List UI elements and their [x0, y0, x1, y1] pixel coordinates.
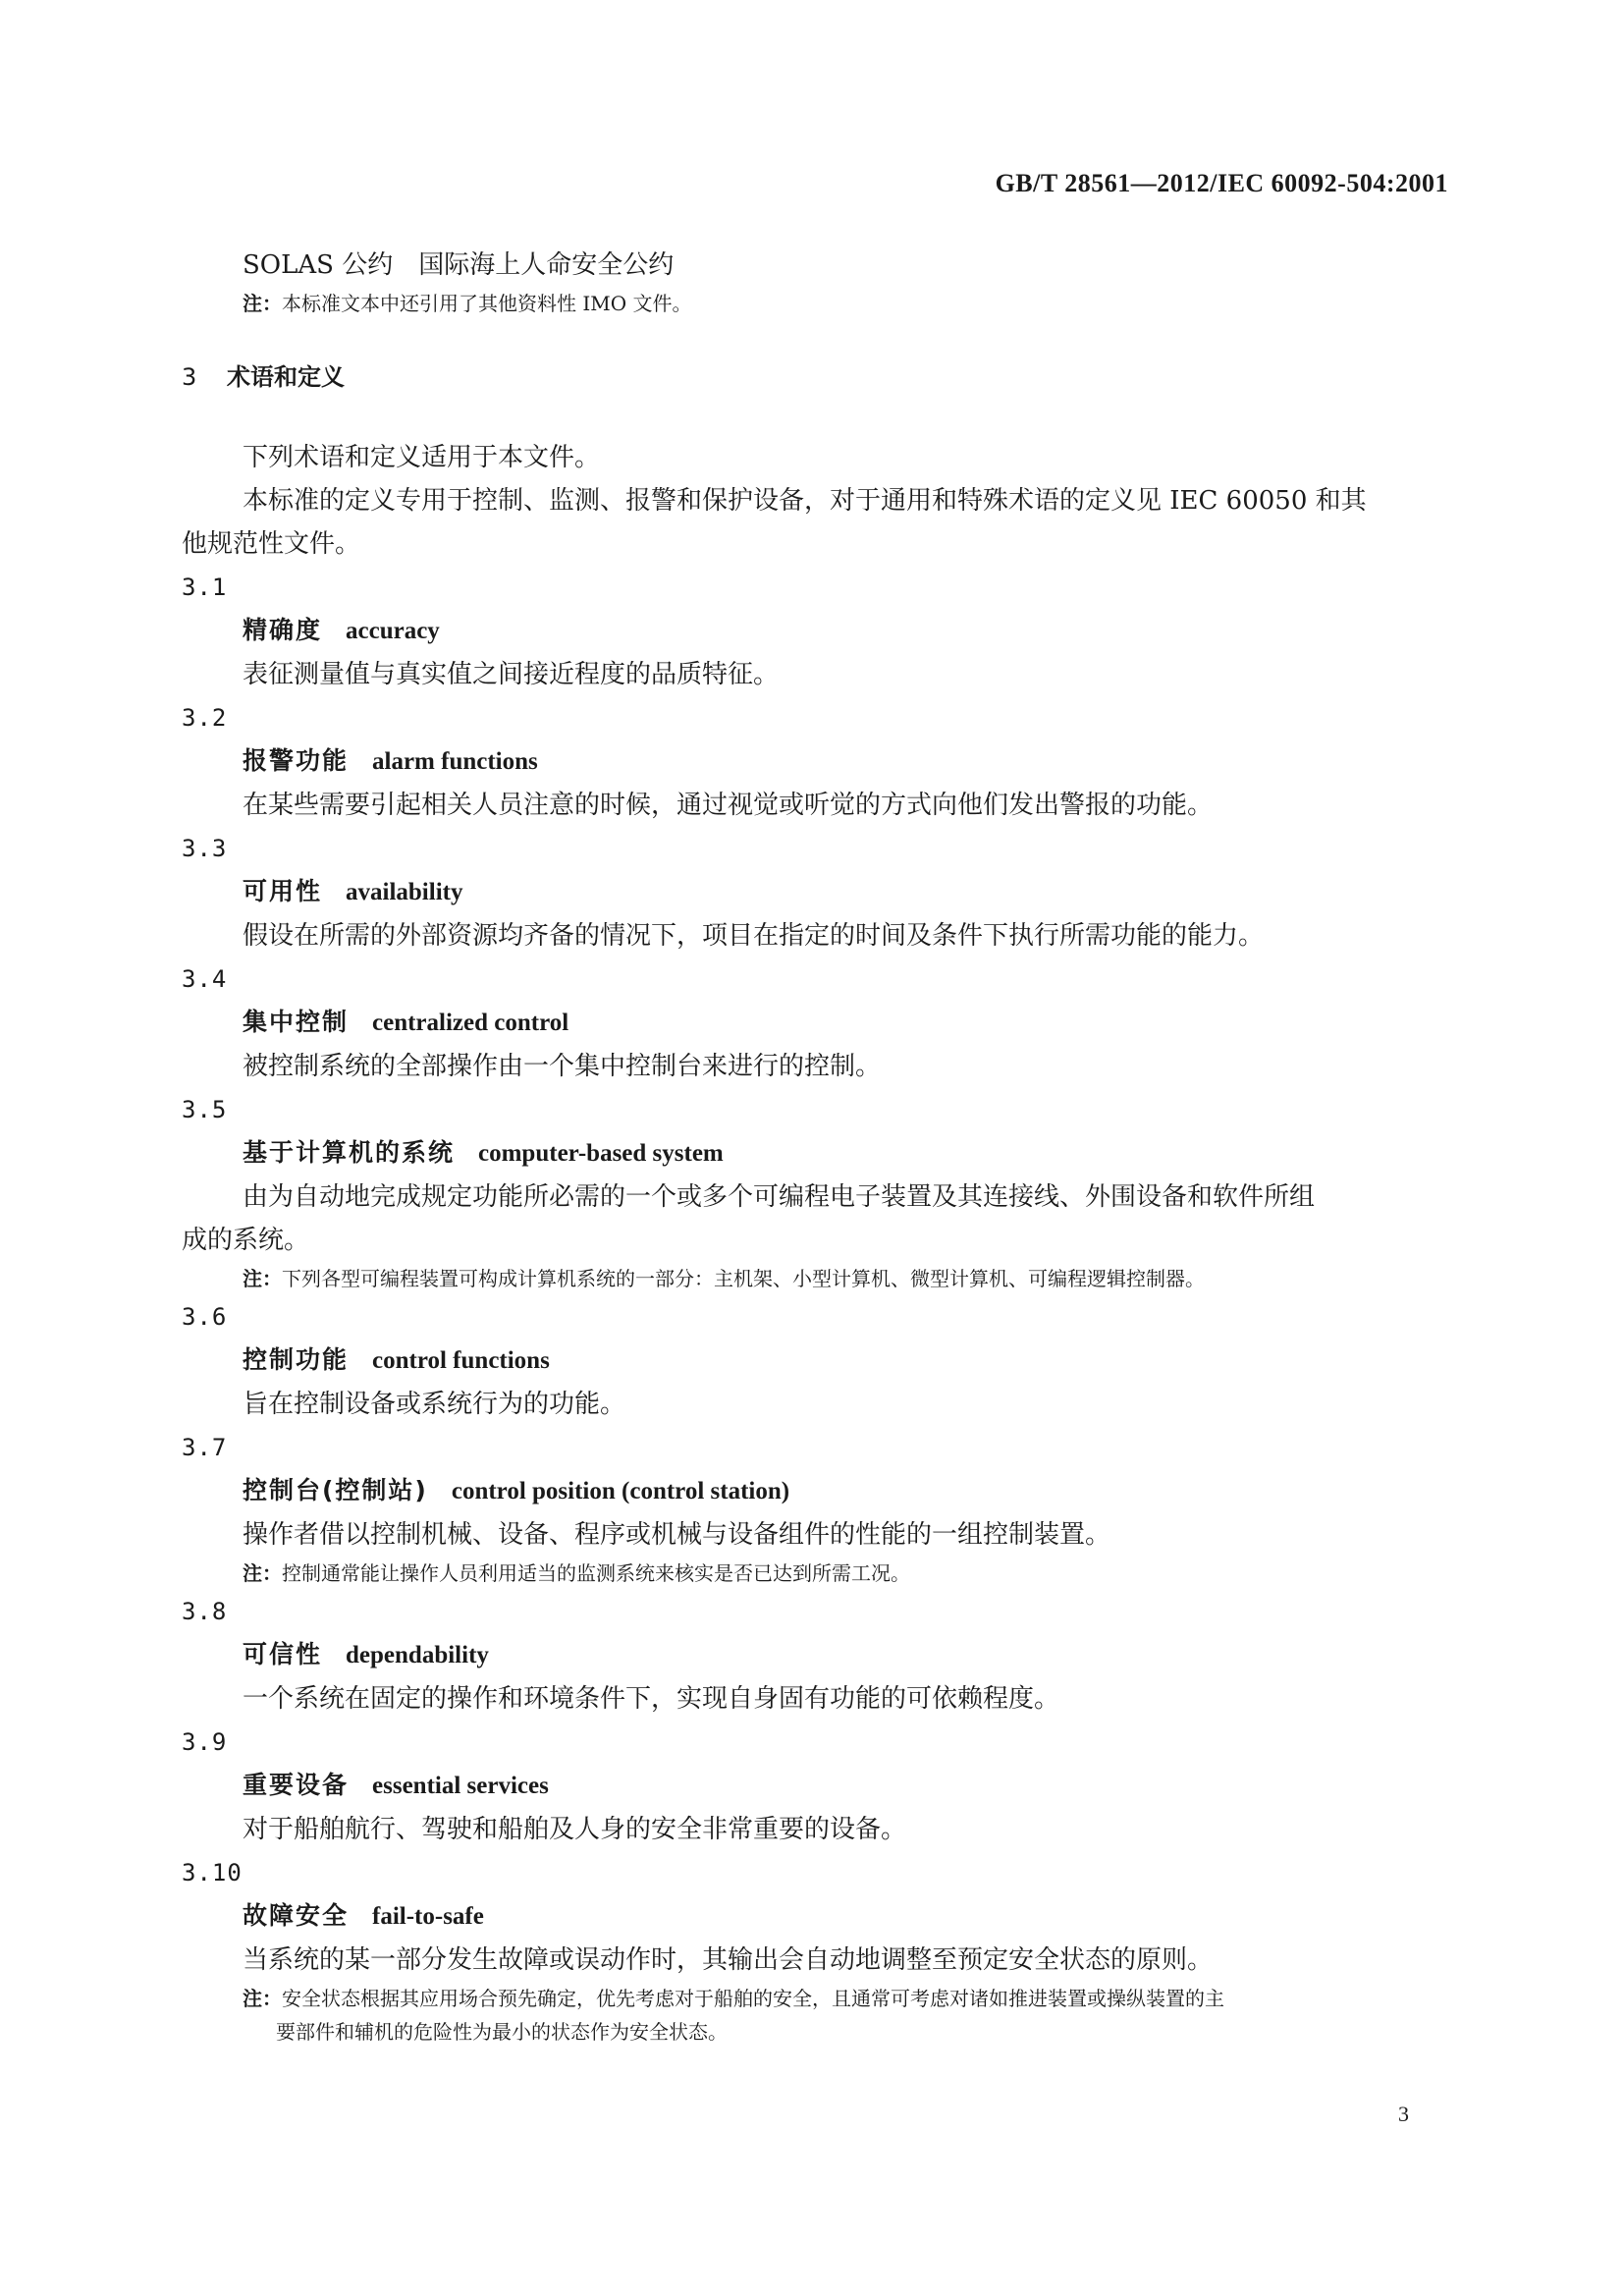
term-zh: 可用性: [243, 877, 323, 905]
solas-line: SOLAS 公约 国际海上人命安全公约: [243, 250, 675, 280]
term-definition: 当系统的某一部分发生故障或误动作时，其输出会自动地调整至预定安全状态的原则。: [243, 1945, 1214, 1975]
term-note: [182, 1262, 1448, 1295]
paragraph: 下列术语和定义适用于本文件。: [243, 443, 601, 472]
note-text: 下列各型可编程装置可构成计算机系统的一部分：主机架、小型计算机、微型计算机、可编程逻辑控制器。: [282, 1267, 1205, 1290]
term-heading: [182, 1001, 1448, 1045]
term-en: alarm functions: [372, 748, 538, 775]
note-text: 本标准文本中还引用了其他资料性 IMO 文件。: [282, 292, 692, 315]
term-heading: [182, 1469, 1448, 1513]
term-definition: 一个系统在固定的操作和环境条件下，实现自身固有功能的可依赖程度。: [243, 1684, 1060, 1714]
term-zh: 基于计算机的系统: [243, 1138, 456, 1167]
term-zh: 集中控制: [243, 1008, 350, 1036]
term-en: essential services: [372, 1773, 549, 1799]
term-heading: [182, 870, 1448, 914]
term-note: [182, 1982, 1448, 2015]
term-number: 3.10: [182, 1859, 243, 1886]
term-zh: 报警功能: [243, 746, 350, 775]
term-en: accuracy: [346, 618, 440, 644]
document-header: GB/T 28561—2012/IEC 60092-504:2001: [995, 169, 1448, 197]
term-number: 3.8: [182, 1598, 228, 1625]
term-zh: 精确度: [243, 616, 323, 644]
term-number: 3.4: [182, 965, 228, 993]
term-zh: 重要设备: [243, 1771, 350, 1799]
term-zh: 控制功能: [243, 1345, 350, 1374]
note-label: 注：: [243, 1267, 282, 1290]
term-en: fail-to-safe: [372, 1903, 484, 1930]
note-label: 注：: [243, 292, 282, 315]
note-label: 注：: [243, 1987, 282, 2010]
term-en: availability: [346, 879, 463, 905]
term-number: 3.6: [182, 1303, 228, 1331]
note-label: 注：: [243, 1561, 282, 1585]
term-en: computer-based system: [478, 1140, 724, 1167]
intro-note: [182, 287, 1448, 320]
paragraph: 本标准的定义专用于控制、监测、报警和保护设备，对于通用和特殊术语的定义见 IEC 60050 和其: [243, 486, 1367, 516]
term-heading: [182, 1894, 1448, 1939]
term-heading: [182, 739, 1448, 784]
term-number: 3.9: [182, 1728, 228, 1756]
term-zh: 控制台(控制站): [243, 1476, 428, 1504]
term-definition: 假设在所需的外部资源均齐备的情况下，项目在指定的时间及条件下执行所需功能的能力。: [243, 921, 1265, 951]
term-en: dependability: [346, 1642, 489, 1668]
term-definition: 表征测量值与真实值之间接近程度的品质特征。: [243, 660, 780, 689]
section-title: 术语和定义: [227, 363, 345, 391]
page-content: [182, 244, 1448, 2049]
term-zh: 故障安全: [243, 1901, 350, 1930]
term-en: centralized control: [372, 1010, 569, 1036]
term-number: 3.7: [182, 1434, 228, 1461]
term-note-continued: 要部件和辅机的危险性为最小的状态作为安全状态。: [276, 2020, 728, 2044]
term-number: 3.1: [182, 574, 228, 601]
term-heading: [182, 1131, 1448, 1175]
term-heading: [182, 609, 1448, 653]
page-number: 3: [1398, 2102, 1409, 2126]
note-text: 控制通常能让操作人员利用适当的监测系统来核实是否已达到所需工况。: [282, 1561, 910, 1585]
term-zh: 可信性: [243, 1640, 323, 1668]
term-heading: [182, 1633, 1448, 1677]
term-en: control position (control station): [451, 1478, 790, 1504]
term-number: 3.2: [182, 704, 228, 732]
term-number: 3.3: [182, 835, 228, 862]
note-text: 安全状态根据其应用场合预先确定，优先考虑对于船舶的安全，且通常可考虑对诸如推进装置或操纵装置的主: [282, 1987, 1224, 2010]
term-definition: 由为自动地完成规定功能所必需的一个或多个可编程电子装置及其连接线、外围设备和软件所组: [243, 1182, 1316, 1212]
term-note: [182, 1557, 1448, 1590]
section-heading: [182, 355, 1448, 399]
term-definition: 在某些需要引起相关人员注意的时候，通过视觉或听觉的方式向他们发出警报的功能。: [243, 791, 1214, 820]
term-definition-continued: 成的系统。: [182, 1226, 310, 1255]
term-en: control functions: [372, 1347, 550, 1374]
term-definition: 旨在控制设备或系统行为的功能。: [243, 1390, 626, 1419]
paragraph-continued: 他规范性文件。: [182, 529, 361, 559]
term-definition: 对于船舶航行、驾驶和船舶及人身的安全非常重要的设备。: [243, 1815, 907, 1844]
section-number: 3: [182, 363, 197, 391]
term-definition: 操作者借以控制机械、设备、程序或机械与设备组件的性能的一组控制装置。: [243, 1520, 1111, 1550]
term-heading: [182, 1764, 1448, 1808]
term-heading: [182, 1339, 1448, 1383]
term-definition: 被控制系统的全部操作由一个集中控制台来进行的控制。: [243, 1052, 882, 1081]
term-number: 3.5: [182, 1096, 228, 1123]
